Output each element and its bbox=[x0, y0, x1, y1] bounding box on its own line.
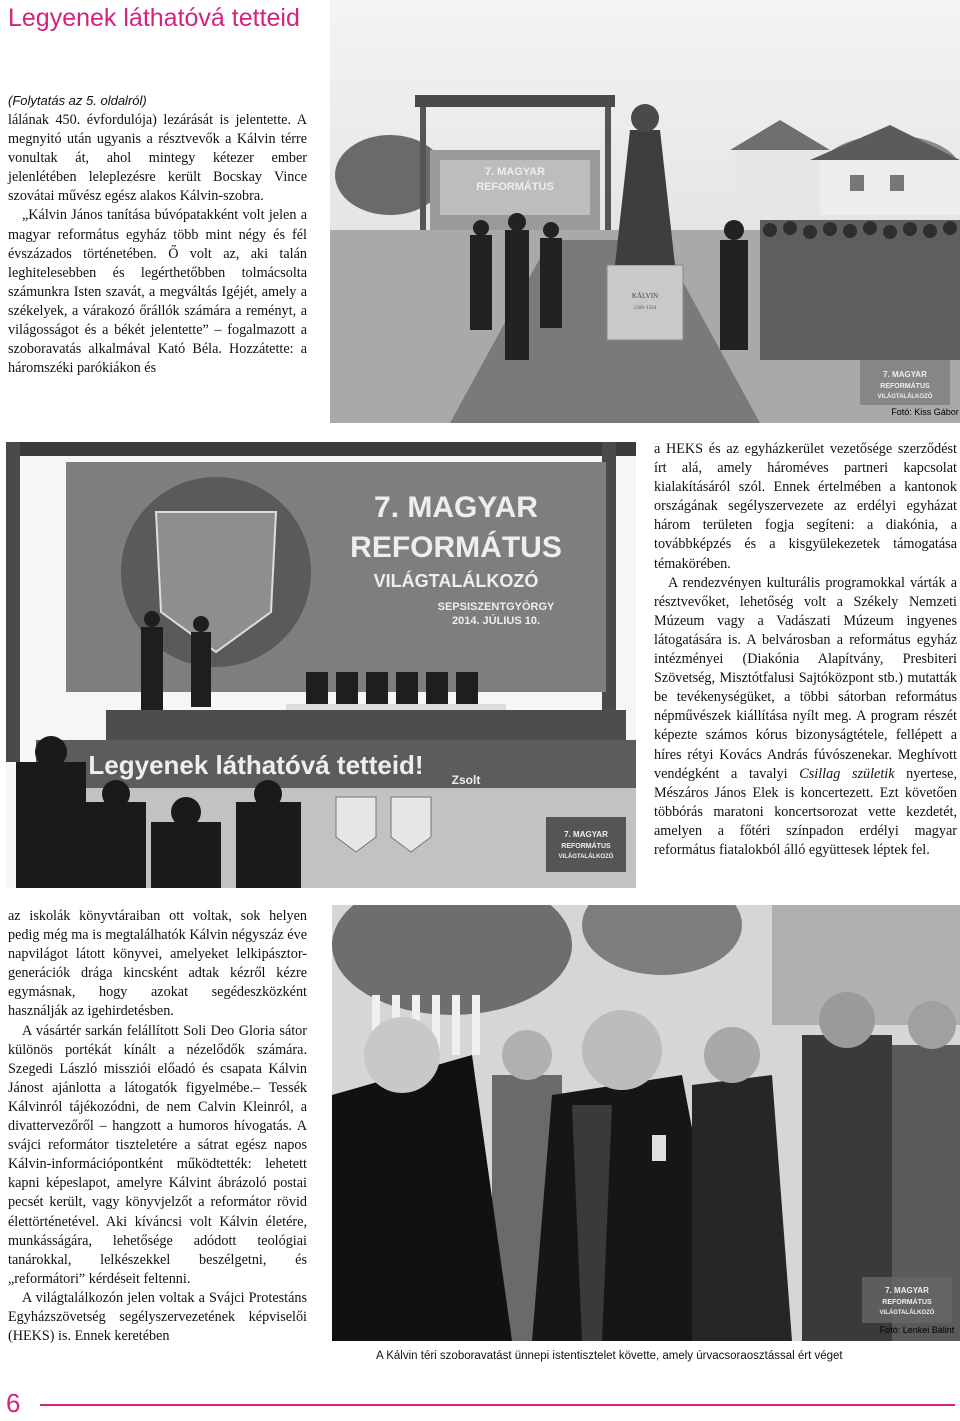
paragraph: A világtalálkozón jelen voltak a Svájci Protestáns Egyházszövetség segélyszervezetének képviselői (HEKS) is. Ennek keretében bbox=[8, 1289, 307, 1345]
text-column-top-left bbox=[8, 111, 307, 378]
footer-rule bbox=[40, 1404, 955, 1406]
stage-backdrop-date: 2014. JÚLIUS 10. bbox=[451, 615, 541, 627]
text-column-bottom-left bbox=[8, 907, 307, 1346]
page-number: 6 bbox=[6, 1388, 21, 1418]
stage-front-banner: Legyenek láthatóvá tetteid! bbox=[88, 750, 424, 780]
stage-photo bbox=[6, 442, 636, 888]
corner-logo-line: VILÁGTALÁLKOZÓ bbox=[877, 394, 933, 400]
paragraph bbox=[654, 574, 957, 860]
paragraph: a HEKS és az egyházkerület vezetősége szerződést írt alá, amely hároméves partneri kapcsolat kialakításáról szól. Ennek értelmében a kantonok országának segélyszervezete az erdélyi egyházat három területen fogja segíteni: a diakónia, a továbbképzés és a kisgyülekezetek támogatása témakörében. bbox=[654, 441, 957, 572]
stage-backdrop-event: VILÁGTALÁLKOZÓ bbox=[373, 571, 539, 591]
corner-logo-line: 7. MAGYAR bbox=[883, 370, 927, 379]
stage-front-banner-sub: Zsolt bbox=[451, 773, 481, 787]
corner-logo-line: REFORMÁTUS bbox=[880, 383, 930, 390]
stage-backdrop-sub: REFORMÁTUS bbox=[350, 531, 562, 564]
statue-unveiling-photo bbox=[330, 0, 960, 423]
corner-logo-line: 7. MAGYAR bbox=[885, 1286, 929, 1295]
article-title: Legyenek láthatóvá tetteid bbox=[8, 4, 300, 32]
communion-photo bbox=[332, 905, 960, 1341]
paragraph: A vásártér sarkán felállított Soli Deo Gloria sátor különös portékát kínált a nézelődők számára. Szegedi László missziói előadó és csapata Kálvin Jánost ajánlotta a látogatók figyelmébe.– Tessék Kálvinról tájékozódni, de nem Calvin Kleinról, a divattervezőről – hangzott a humoros hívogatás. A svájci reformátor tiszteletére a sátrat egész napos Kálvin-információpontként működtették: lehetett kapni képeslapot, amelyre Kálvint ábrázoló postai pecsét került, vagy könyvjelzőt a reformátor rövid élettörténetével. Aki kíváncsi volt Kálvin életére, munkásságára, lehetősége adódott teológiai tanárokkal, lelkészekkel beszélgetni, és „reformátori” kérdéseit feltenni. bbox=[8, 1022, 307, 1287]
paragraph-text: nyertese, Mészáros János Elek is koncertezett. Ezt követően többórás maratoni koncertsorozat vette kezdetét, amelyen a főtéri színpadon erdélyi magyar református fiatalokból álló együttesek léptek fel. bbox=[654, 765, 957, 858]
continued-note: (Folytatás az 5. oldalról) bbox=[8, 93, 147, 108]
paragraph-text: A rendezvényen kulturális programokkal várták a résztvevőket, lehetőség volt a Székely Nemzeti Múzeum vagy a Vadászati Múzeum ingyenes látogatására is. A belvárosban a református egyház intézményei (Diakónia Alapítvány, Presbiteri Szövetség, Misztótfalusi Sajtóközpont stb.) mutatták be tevékenységüket, a többi sátorban református népművészek kiállítása nyílt meg. A program részét képezte számos kórus bizonyságtétele, fellépett a híres rétyi Kovács András fúvószenekar. Meghívott vendégként a tavalyi bbox=[654, 574, 957, 782]
corner-logo-line: REFORMÁTUS bbox=[882, 1299, 932, 1306]
stage-banner-sub: REFORMÁTUS bbox=[476, 181, 554, 193]
paragraph: lálának 450. évfordulója) lezárását is jelentette. A megnyitó után ugyanis a résztvevők a Kálvin térre vonultak át, ahol mintegy kétezer ember jelenlétében leleplezésre került Bocskay Vince szovátai művész egész alakos Kálvin-szobra. bbox=[8, 112, 307, 205]
photo-caption: A Kálvin téri szoboravatást ünnepi istentisztelet követte, amely úrvacsoraosztással ért véget bbox=[376, 1350, 843, 1362]
show-title: Csillag születik bbox=[799, 765, 895, 782]
statue-label: KÁLVIN bbox=[631, 292, 659, 300]
corner-logo-line: VILÁGTALÁLKOZÓ bbox=[879, 1310, 935, 1316]
statue-years: 1509–1564 bbox=[633, 306, 657, 311]
text-column-right bbox=[654, 440, 957, 860]
paragraph: „Kálvin János tanítása búvópatakként volt jelen a magyar református egyház több mint négy és fél évszázados történetében. Ő volt az, aki talán leghitelesebben és legérthetőbben tolmácsolta számunkra Isten szavát, a megváltás Igéjét, amely a székelyek, a várakozó őrállók számára a reményt, a világosságot és a békét jelentette” – fogalmazott a szoboravatás alkalmával Kató Béla. Hozzátette: a háromszéki parókiákon és bbox=[8, 207, 307, 377]
stage-logo-line: VILÁGTALÁLKOZÓ bbox=[558, 854, 614, 860]
stage-logo-line: REFORMÁTUS bbox=[561, 843, 611, 850]
stage-backdrop-place: SEPSISZENTGYÖRGY bbox=[437, 601, 555, 613]
stage-logo-line: 7. MAGYAR bbox=[564, 830, 608, 839]
paragraph: az iskolák könyvtáraiban ott voltak, sok helyen pedig még ma is megtalálhatók Kálvin négyszáz éve napvilágot látott könyvei, amelyeket lelkipásztor-generációk drága kincsként adtak kézről kézre egymásnak, hogy azokat segédeszközként használják az igehirdetésben. bbox=[8, 908, 307, 1020]
photo-credit: Fotó: Kiss Gábor bbox=[891, 407, 959, 417]
stage-backdrop-title: 7. MAGYAR bbox=[374, 491, 538, 524]
stage-banner-title: 7. MAGYAR bbox=[484, 166, 546, 178]
photo-credit: Fotó: Lenkei Bálint bbox=[879, 1325, 955, 1335]
